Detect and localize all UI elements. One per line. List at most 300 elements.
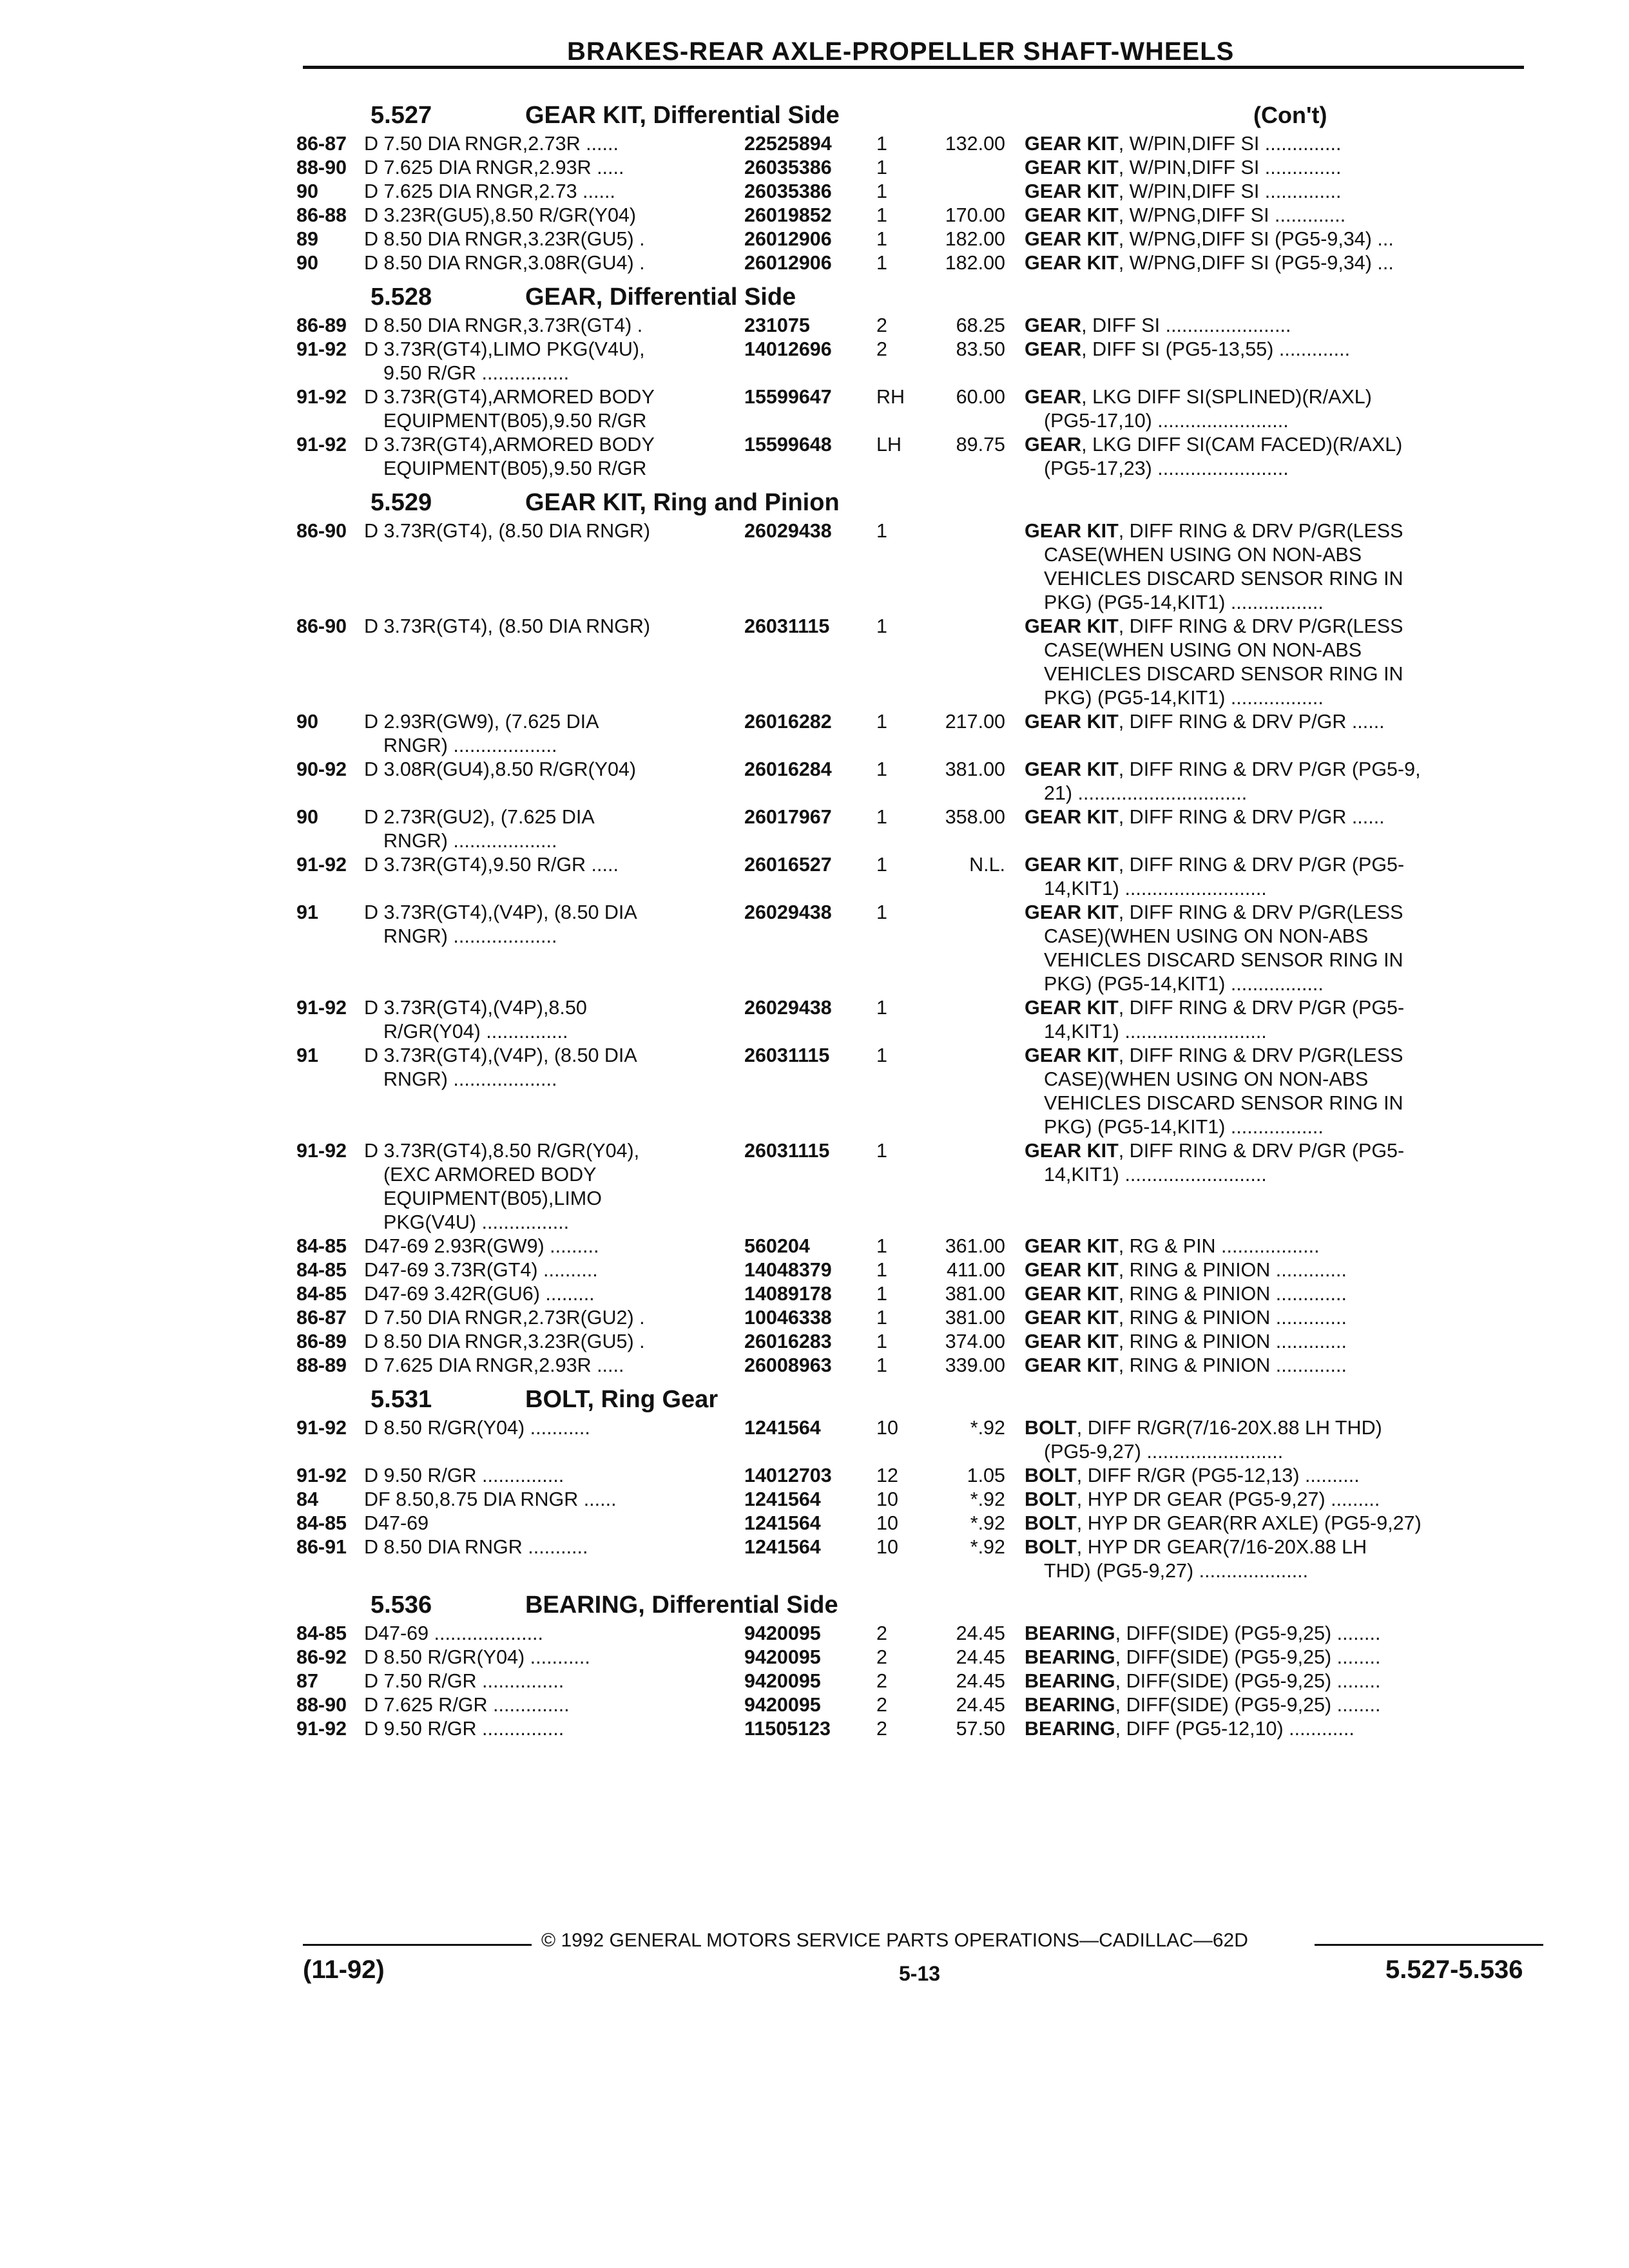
part-name-description [1025,1488,1540,1512]
price: 170.00 [945,204,1005,226]
part-number: 14089178 [744,1283,832,1305]
description-line: EQUIPMENT(B05),9.50 R/GR [383,457,647,479]
price-cell [928,805,1025,829]
part-row [296,1235,1540,1258]
part-number-cell [741,1488,870,1512]
part-name-description [1025,758,1540,805]
quantity-cell [870,1044,928,1068]
section-number: 5.527 [371,102,432,129]
model-years: 84-85 [296,1235,347,1257]
model-years: 86-92 [296,1646,347,1668]
part-number-cell [741,805,870,829]
price: 24.45 [956,1694,1005,1716]
part-number-cell [741,180,870,204]
description-line: D47-69 3.42R(GU6) ......... [364,1283,595,1305]
part-number-cell [741,314,870,338]
part-row [296,204,1540,227]
part-name-description [1025,385,1540,433]
model-years: 86-90 [296,615,347,637]
part-number: 26031115 [744,1140,830,1162]
part-name-description [1025,1139,1540,1187]
quantity: 1 [876,180,887,202]
quantity: 1 [876,157,887,178]
part-number: 11505123 [744,1718,831,1740]
part-number-cell [741,615,870,639]
part-number-cell [741,1535,870,1559]
part-number: 26016527 [744,854,832,876]
application-description [364,615,741,639]
part-name-line: (PG5-17,10) ........................ [1044,410,1289,432]
part-spec: , DIFF SI (PG5-13,55) ............. [1081,338,1351,360]
part-number: 26019852 [744,204,832,226]
application-description [364,314,741,338]
quantity: 1 [876,1044,887,1066]
model-years: 84-85 [296,1512,347,1534]
price: *.92 [970,1512,1005,1534]
part-number: 26017967 [744,806,832,828]
description-line: D47-69 3.73R(GT4) .......... [364,1259,598,1281]
description-line: D 3.23R(GU5),8.50 R/GR(Y04) [364,204,637,226]
part-spec: , W/PIN,DIFF SI .............. [1118,180,1342,202]
quantity-cell [870,1330,928,1354]
section-continued-label: (Con't) [1253,102,1327,128]
part-name-description [1025,1693,1540,1717]
quantity: 1 [876,520,887,542]
part-number: 26016284 [744,758,832,780]
description-line: D 9.50 R/GR ............... [364,1465,564,1486]
description-line: D 3.73R(GT4),LIMO PKG(V4U), [364,338,645,360]
part-number-cell [741,1717,870,1741]
quantity-cell [870,1693,928,1717]
price: 381.00 [945,1307,1005,1329]
part-name-line: VEHICLES DISCARD SENSOR RING IN [1044,568,1403,590]
description-line: D 3.73R(GT4), (8.50 DIA RNGR) [364,615,651,637]
part-number-cell [741,204,870,227]
part-spec: , DIFF RING & DRV P/GR (PG5- [1118,1140,1405,1162]
part-name-description [1025,996,1540,1044]
part-name: BEARING [1025,1694,1115,1716]
part-spec: , DIFF R/GR(7/16-20X.88 LH THD) [1076,1417,1382,1439]
model-years: 86-87 [296,133,347,155]
part-spec: , LKG DIFF SI(CAM FACED)(R/AXL) [1081,434,1403,456]
part-name-description [1025,1354,1540,1378]
quantity: 1 [876,228,887,250]
price-cell [928,433,1025,457]
part-row [296,1464,1540,1488]
part-name-line: (PG5-17,23) ........................ [1044,457,1289,479]
price: 89.75 [956,434,1005,456]
application-description [364,805,741,853]
part-name: GEAR KIT [1025,1354,1119,1376]
quantity: 1 [876,1259,887,1281]
application-description [364,156,741,180]
description-line: PKG(V4U) ................ [383,1211,570,1233]
model-years: 84-85 [296,1259,347,1281]
part-name-line [1025,1354,1540,1378]
part-row [296,1306,1540,1330]
part-name-description [1025,853,1540,901]
application-description [364,1044,741,1091]
model-years: 86-89 [296,314,347,336]
quantity-cell [870,385,928,409]
quantity: 1 [876,1307,887,1329]
part-row [296,710,1540,758]
part-spec: , RING & PINION ............. [1118,1354,1347,1376]
application-description [364,385,741,433]
part-name-description [1025,180,1540,204]
description-line: D 7.625 DIA RNGR,2.73 ...... [364,180,615,202]
part-name-description [1025,519,1540,615]
description-line: D 3.73R(GT4),(V4P),8.50 [364,997,587,1019]
part-name-description [1025,1512,1540,1535]
quantity-cell [870,433,928,457]
price: 411.00 [946,1259,1005,1281]
application-description [364,758,741,782]
part-name-line [1025,710,1540,734]
part-row [296,805,1540,853]
quantity-cell [870,615,928,639]
part-name-line [1025,519,1540,543]
model-years: 90 [296,711,318,733]
price: 182.00 [945,252,1005,274]
price: 374.00 [945,1331,1005,1352]
part-name-description [1025,1044,1540,1139]
part-number: 14012703 [744,1465,832,1486]
quantity-cell [870,1354,928,1378]
part-name-line: 14,KIT1) .......................... [1044,878,1267,899]
part-number: 26012906 [744,228,832,250]
part-number-cell [741,853,870,877]
part-name-description [1025,338,1540,361]
application-description [364,132,741,156]
part-name-description [1025,314,1540,338]
quantity: 2 [876,338,887,360]
part-name-description [1025,1258,1540,1282]
part-name-line [1025,1512,1540,1535]
model-years: 90 [296,180,318,202]
part-name-description [1025,1535,1540,1583]
application-description [364,433,741,481]
part-spec: , LKG DIFF SI(SPLINED)(R/AXL) [1081,386,1372,408]
part-name: GEAR KIT [1025,711,1119,733]
application-description [364,1330,741,1354]
part-name-description [1025,1330,1540,1354]
quantity-cell [870,204,928,227]
part-row [296,1258,1540,1282]
part-name-line [1025,1669,1540,1693]
part-name-line: VEHICLES DISCARD SENSOR RING IN [1044,663,1403,685]
header-rule [303,66,1524,69]
part-name-line [1025,1693,1540,1717]
part-name-line: THD) (PG5-9,27) .................... [1044,1560,1309,1582]
part-name-description [1025,710,1540,734]
part-spec: , W/PNG,DIFF SI (PG5-9,34) ... [1118,228,1394,250]
part-number-cell [741,519,870,543]
price-cell [928,1330,1025,1354]
section-heading [296,487,1540,518]
part-spec: , W/PNG,DIFF SI (PG5-9,34) ... [1118,252,1394,274]
model-years: 91-92 [296,1417,347,1439]
price-cell [928,132,1025,156]
model-years: 91-92 [296,997,347,1019]
part-row [296,1330,1540,1354]
quantity-cell [870,1646,928,1669]
part-name-line: CASE(WHEN USING ON NON-ABS [1044,544,1362,566]
section-heading [296,1384,1540,1415]
part-name-line: CASE)(WHEN USING ON NON-ABS [1044,925,1369,947]
part-spec: , DIFF(SIDE) (PG5-9,25) ........ [1115,1670,1381,1692]
part-name-line [1025,1464,1540,1488]
part-name: GEAR KIT [1025,758,1119,780]
part-name: BEARING [1025,1670,1115,1692]
description-line: DF 8.50,8.75 DIA RNGR ...... [364,1488,617,1510]
part-number: 9420095 [744,1622,821,1644]
model-years: 86-87 [296,1307,347,1329]
price-cell [928,227,1025,251]
model-years: 88-90 [296,1694,347,1716]
section-number: 5.528 [371,284,432,311]
part-number-cell [741,710,870,734]
part-name: GEAR KIT [1025,901,1119,923]
part-number-cell [741,338,870,361]
part-name: GEAR KIT [1025,180,1119,202]
price: 24.45 [956,1622,1005,1644]
part-name-line [1025,615,1540,639]
application-description [364,1512,741,1535]
section-number: 5.531 [371,1386,432,1413]
part-spec: , HYP DR GEAR (PG5-9,27) ......... [1076,1488,1380,1510]
part-spec: , DIFF(SIDE) (PG5-9,25) ........ [1115,1622,1381,1644]
quantity-cell [870,251,928,275]
quantity: 12 [876,1465,898,1486]
footer-rule-left [303,1944,532,1946]
part-name-line [1025,996,1540,1020]
part-number-cell [741,1282,870,1306]
quantity: 1 [876,1283,887,1305]
quantity-cell [870,1139,928,1163]
application-description [364,1416,741,1440]
part-name-line: PKG) (PG5-14,KIT1) ................. [1044,591,1324,613]
description-line: EQUIPMENT(B05),9.50 R/GR [383,410,647,432]
part-name: BOLT [1025,1512,1077,1534]
part-name-line [1025,1235,1540,1258]
part-number-cell [741,1464,870,1488]
part-name-line: 14,KIT1) .......................... [1044,1021,1267,1043]
part-name-line: PKG) (PG5-14,KIT1) ................. [1044,687,1324,709]
description-line: D 8.50 DIA RNGR,3.23R(GU5) . [364,1331,645,1352]
part-number: 26016283 [744,1331,832,1352]
quantity-cell [870,1622,928,1646]
part-name: GEAR [1025,314,1082,336]
part-number: 1241564 [744,1417,821,1439]
part-row [296,1354,1540,1378]
part-row [296,853,1540,901]
quantity: 10 [876,1417,898,1439]
application-description [364,1717,741,1741]
part-name-line [1025,1416,1540,1440]
description-line: D 8.50 DIA RNGR,3.73R(GT4) . [364,314,643,336]
part-spec: , DIFF(SIDE) (PG5-9,25) ........ [1115,1694,1381,1716]
description-line: D47-69 [364,1512,429,1534]
part-name-line: 14,KIT1) .......................... [1044,1164,1267,1186]
part-name-line: CASE)(WHEN USING ON NON-ABS [1044,1068,1369,1090]
part-name: GEAR KIT [1025,1235,1119,1257]
part-name: BEARING [1025,1646,1115,1668]
quantity: 1 [876,806,887,828]
description-line: D 3.73R(GT4),9.50 R/GR ..... [364,854,619,876]
part-row [296,1488,1540,1512]
quantity: RH [876,386,905,408]
part-name-line [1025,385,1540,409]
part-row [296,156,1540,180]
part-name-line [1025,156,1540,180]
section-title: GEAR, Differential Side [525,284,796,311]
quantity: 1 [876,615,887,637]
application-description [364,710,741,758]
part-number-cell [741,1416,870,1440]
application-description [364,1282,741,1306]
part-name-description [1025,1306,1540,1330]
part-name-line [1025,1622,1540,1646]
section-heading [296,1590,1540,1620]
model-years: 84-85 [296,1283,347,1305]
application-description [364,1488,741,1512]
copyright-notice: © 1992 GENERAL MOTORS SERVICE PARTS OPERATIONS—CADILLAC—62D [541,1930,1248,1951]
part-name: GEAR KIT [1025,133,1119,155]
part-spec: , DIFF RING & DRV P/GR (PG5- [1118,997,1405,1019]
application-description [364,338,741,385]
quantity: 1 [876,252,887,274]
part-row [296,227,1540,251]
description-line: D 8.50 R/GR(Y04) ........... [364,1417,590,1439]
part-name-line: CASE(WHEN USING ON NON-ABS [1044,639,1362,661]
part-name-line [1025,1044,1540,1068]
description-line: D 3.73R(GT4),(V4P), (8.50 DIA [364,1044,637,1066]
model-years: 89 [296,228,318,250]
price-cell [928,1512,1025,1535]
part-number-cell [741,758,870,782]
part-name-description [1025,156,1540,180]
quantity-cell [870,805,928,829]
footer-rule-right [1315,1944,1543,1946]
part-name-description [1025,1416,1540,1464]
price: *.92 [970,1488,1005,1510]
part-name-description [1025,1235,1540,1258]
quantity: 2 [876,1718,887,1740]
price-cell [928,1535,1025,1559]
application-description [364,227,741,251]
part-name: GEAR [1025,434,1082,456]
model-years: 91-92 [296,1465,347,1486]
price: 358.00 [945,806,1005,828]
part-name: GEAR KIT [1025,204,1119,226]
part-row [296,1646,1540,1669]
quantity: 1 [876,758,887,780]
price-cell [928,1622,1025,1646]
model-years: 91-92 [296,1718,347,1740]
description-line: EQUIPMENT(B05),LIMO [383,1187,602,1209]
description-line: D47-69 .................... [364,1622,543,1644]
application-description [364,1306,741,1330]
part-row [296,385,1540,433]
part-name-description [1025,1464,1540,1488]
price-cell [928,1488,1025,1512]
part-spec: , DIFF RING & DRV P/GR (PG5- [1118,854,1405,876]
part-number: 26035386 [744,180,832,202]
quantity-cell [870,1717,928,1741]
part-name-line [1025,338,1540,361]
part-number-cell [741,1235,870,1258]
part-row [296,338,1540,385]
part-row [296,180,1540,204]
part-name-line: VEHICLES DISCARD SENSOR RING IN [1044,949,1403,971]
part-number: 9420095 [744,1646,821,1668]
description-line: D 8.50 DIA RNGR,3.08R(GU4) . [364,252,645,274]
part-spec: , DIFF RING & DRV P/GR ...... [1118,806,1385,828]
part-name-line [1025,1717,1540,1741]
part-number-cell [741,1693,870,1717]
description-line: (EXC ARMORED BODY [383,1164,597,1186]
price-cell [928,1669,1025,1693]
part-spec: , RING & PINION ............. [1118,1259,1347,1281]
part-name-description [1025,227,1540,251]
price: 60.00 [956,386,1005,408]
part-name-line [1025,1488,1540,1512]
model-years: 91-92 [296,1140,347,1162]
description-line: D 7.50 DIA RNGR,2.73R(GU2) . [364,1307,645,1329]
part-number: 14012696 [744,338,832,360]
part-number: 22525894 [744,133,832,155]
description-line: D 2.93R(GW9), (7.625 DIA [364,711,599,733]
part-row [296,996,1540,1044]
quantity: 2 [876,1622,887,1644]
part-number: 26031115 [744,1044,830,1066]
quantity: 2 [876,1694,887,1716]
model-years: 86-88 [296,204,347,226]
part-number-cell [741,1139,870,1163]
quantity-cell [870,227,928,251]
model-years: 84-85 [296,1622,347,1644]
part-spec: , HYP DR GEAR(7/16-20X.88 LH [1076,1536,1367,1558]
price-cell [928,1464,1025,1488]
application-description [364,251,741,275]
part-name-line: 21) ............................... [1044,782,1248,804]
part-row [296,1282,1540,1306]
quantity-cell [870,180,928,204]
part-name-description [1025,1669,1540,1693]
model-years: 91 [296,901,318,923]
quantity-cell [870,996,928,1020]
part-name: GEAR KIT [1025,1331,1119,1352]
price: 83.50 [956,338,1005,360]
part-name-line [1025,433,1540,457]
price: 57.50 [956,1718,1005,1740]
quantity-cell [870,1416,928,1440]
description-line: D47-69 2.93R(GW9) ......... [364,1235,599,1257]
part-name-line: VEHICLES DISCARD SENSOR RING IN [1044,1092,1403,1114]
price-cell [928,1717,1025,1741]
part-number-cell [741,251,870,275]
part-number: 26029438 [744,997,832,1019]
part-row [296,1512,1540,1535]
quantity-cell [870,853,928,877]
quantity: 1 [876,1235,887,1257]
part-row [296,1535,1540,1583]
part-name-line [1025,805,1540,829]
part-name-description [1025,204,1540,227]
quantity-cell [870,1258,928,1282]
quantity: 10 [876,1512,898,1534]
